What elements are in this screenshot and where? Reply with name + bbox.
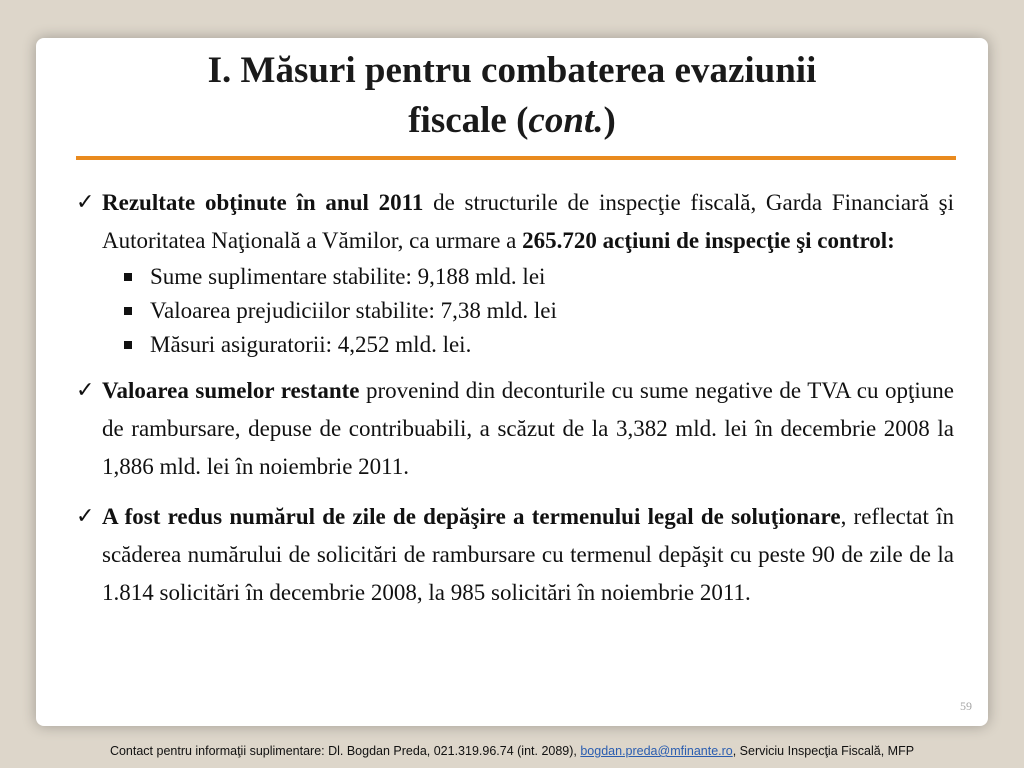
email-link[interactable]: bogdan.preda@mfinante.ro [580, 744, 733, 758]
title-line-1: I. Măsuri pentru combaterea evaziunii [207, 50, 817, 91]
check-icon: ✓ [76, 190, 95, 215]
slide-content [76, 184, 954, 612]
check-icon: ✓ [76, 378, 95, 403]
sub-bullet-item: Sume suplimentare stabilite: 9,188 mld. lei [102, 260, 954, 294]
bullet-item-results-2011: ✓ Rezultate obţinute în anul 2011 de structurile de inspecţie fiscală, Garda Financiară şi Autoritatea Naţională a Vămilor, ca urmare a 265.720 acţiuni de inspecţie şi control: Sume suplimentare stabilite: 9,188 mld. lei Valoarea prejudiciilor stabilite: 7,38 mld. lei Măsuri asiguratorii: 4,252 mld. lei. [76, 184, 954, 362]
square-bullet-icon [124, 273, 132, 281]
sub-bullet-item: Măsuri asiguratorii: 4,252 mld. lei. [102, 328, 954, 362]
footer-contact: Contact pentru informaţii suplimentare: Dl. Bogdan Preda, 021.319.96.74 (int. 2089), bogdan.preda@mfinante.ro, Serviciu Inspecţia Fiscală, MFP [109, 744, 915, 758]
bullet-item-reduced-days: ✓ A fost redus numărul de zile de depăşire a termenului legal de soluţionare, reflectat în scăderea numărului de solicitări de rambursare cu termenul depăşit cu peste 90 de zile de la 1.814 solicitări în decembrie 2008, la 985 solicitări în noiembrie 2011. [76, 498, 954, 612]
page-number: 59 [960, 699, 972, 713]
title-line-2: fiscale (cont.) [408, 100, 616, 141]
bullet-item-outstanding-amounts: ✓ Valoarea sumelor restante provenind din deconturile cu sume negative de TVA cu opţiune de rambursare, depuse de contribuabili, a scăzut de la 3,382 mld. lei în decembrie 2008 la 1,886 mld. lei în noiembrie 2011. [76, 372, 954, 486]
title-divider [76, 156, 956, 160]
sub-bullet-item: Valoarea prejudiciilor stabilite: 7,38 mld. lei [102, 294, 954, 328]
slide-panel [36, 38, 988, 726]
sub-bullet-list [102, 260, 954, 362]
square-bullet-icon [124, 341, 132, 349]
square-bullet-icon [124, 307, 132, 315]
slide-title [36, 46, 988, 146]
check-icon: ✓ [76, 504, 95, 529]
